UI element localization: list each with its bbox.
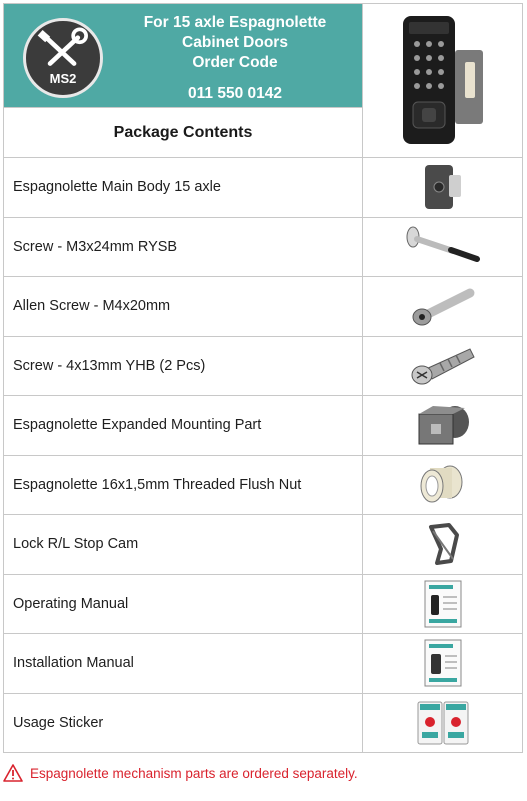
separate-order-note [3, 764, 358, 782]
screw-yhb-icon [406, 343, 480, 389]
header-left [4, 4, 363, 157]
content-row [3, 337, 523, 397]
title-line-2: Cabinet Doors [182, 34, 288, 51]
main-body-icon [419, 161, 467, 213]
content-row [3, 515, 523, 575]
usage-sticker-icon [416, 698, 470, 748]
title-line-3: Order Code [192, 54, 278, 71]
product-image [363, 4, 522, 157]
content-row [3, 575, 523, 635]
operating-manual-icon [423, 579, 463, 629]
keypad-lock-icon [395, 12, 491, 150]
header [3, 3, 523, 158]
row-label: Espagnolette Main Body 15 axle [4, 158, 363, 217]
row-label: Espagnolette 16x1,5mm Threaded Flush Nut [4, 456, 363, 515]
package-contents-title: Package Contents [4, 107, 362, 157]
row-label: Usage Sticker [4, 694, 363, 753]
content-row [3, 158, 523, 218]
flush-nut-icon [416, 460, 470, 510]
row-label: Operating Manual [4, 575, 363, 634]
content-row [3, 218, 523, 278]
title-line-1: For 15 axle Espagnolette [143, 14, 327, 31]
installation-manual-icon [423, 638, 463, 688]
package-contents-sheet [3, 3, 523, 753]
content-row [3, 634, 523, 694]
content-row [3, 456, 523, 516]
stop-cam-icon [421, 519, 465, 569]
row-label: Installation Manual [4, 634, 363, 693]
screw-rysb-icon [401, 225, 485, 269]
banner-text [114, 13, 356, 104]
allen-screw-icon [408, 283, 478, 329]
row-label: Screw - 4x13mm YHB (2 Pcs) [4, 337, 363, 396]
warning-icon [3, 764, 23, 782]
order-banner [4, 4, 362, 107]
order-code: 011 550 0142 [188, 85, 282, 102]
mounting-part-icon [411, 400, 475, 450]
ms2-badge [23, 18, 103, 98]
note-text: Espagnolette mechanism parts are ordered separately. [30, 765, 358, 781]
row-label: Espagnolette Expanded Mounting Part [4, 396, 363, 455]
content-row [3, 396, 523, 456]
content-row [3, 277, 523, 337]
row-label: Screw - M3x24mm RYSB [4, 218, 363, 277]
badge-code: MS2 [49, 71, 77, 86]
row-label: Lock R/L Stop Cam [4, 515, 363, 574]
content-row [3, 694, 523, 754]
row-label: Allen Screw - M4x20mm [4, 277, 363, 336]
